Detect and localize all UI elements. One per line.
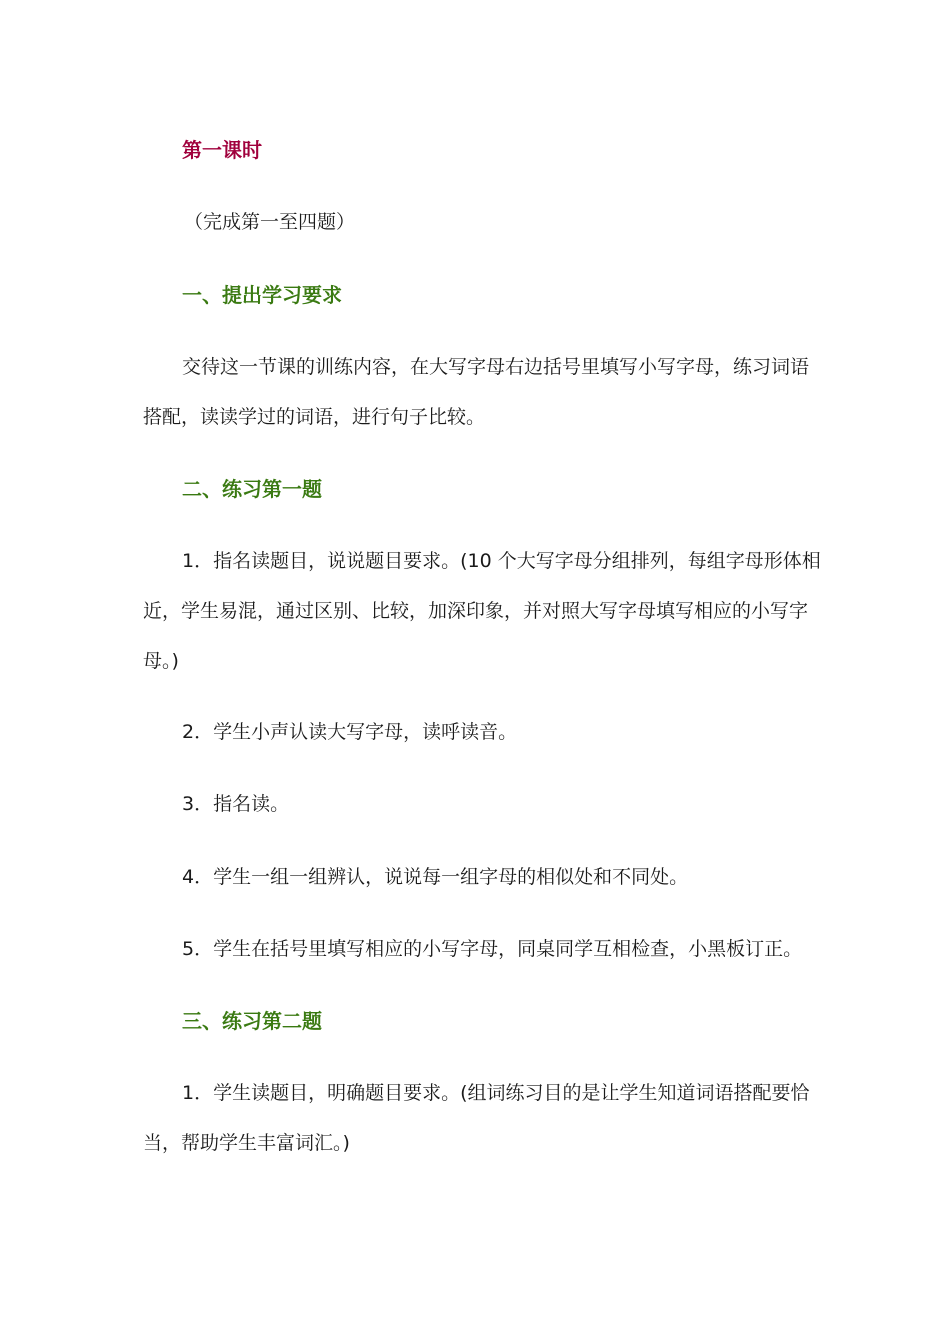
lesson-note: （完成第一至四题） [184,211,356,233]
section2-item2: 2．学生小声认读大写字母，读呼读音。 [182,721,518,743]
section-heading-3: 三、练习第二题 [182,1009,322,1033]
section2-item1-line-2: 近，学生易混，通过区别、比较，加深印象，并对照大写字母填写相应的小写字 [143,600,809,622]
section2-item1-line-3: 母。) [143,650,179,672]
section2-item3: 3．指名读。 [182,793,290,815]
section1-paragraph-line-1: 交待这一节课的训练内容，在大写字母右边括号里填写小写字母，练习词语 [182,356,810,378]
lesson-title: 第一课时 [182,138,262,162]
section3-item1-line-1: 1．学生读题目，明确题目要求。(组词练习目的是让学生知道词语搭配要恰 [182,1082,810,1104]
section1-paragraph-line-2: 搭配，读读学过的词语，进行句子比较。 [143,406,486,428]
section2-item4: 4．学生一组一组辨认，说说每一组字母的相似处和不同处。 [182,866,689,888]
section3-item1-line-2: 当，帮助学生丰富词汇。) [143,1132,350,1154]
section-heading-1: 一、提出学习要求 [182,283,342,307]
section2-item1-line-1: 1．指名读题目，说说题目要求。(10 个大写字母分组排列，每组字母形体相 [182,550,821,572]
section-heading-2: 二、练习第一题 [182,477,322,501]
section2-item5: 5．学生在括号里填写相应的小写字母，同桌同学互相检查，小黑板订正。 [182,938,803,960]
